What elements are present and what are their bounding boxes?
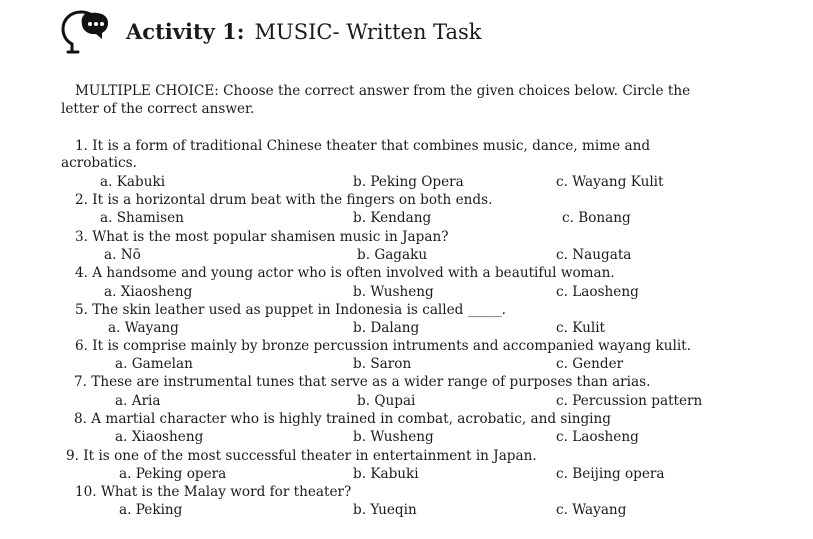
question-8-text: 8. A martial character who is highly trained in combat, acrobatic, and singing (74, 411, 611, 427)
q2-choice-b[interactable]: b. Kendang (353, 210, 432, 226)
question-1-text: 1. It is a form of traditional Chinese theater that combines music, dance, mime and (75, 138, 651, 154)
question-5-text: 5. The skin leather used as puppet in Indonesia is called _____. (75, 302, 506, 318)
q5-choice-a[interactable]: a. Wayang (108, 320, 179, 336)
q9-choice-c[interactable]: c. Beijing opera (556, 466, 665, 482)
question-10-text: 10. What is the Malay word for theater? (75, 484, 352, 500)
q6-choice-a[interactable]: a. Gamelan (115, 356, 193, 372)
q4-choice-b[interactable]: b. Wusheng (353, 284, 434, 300)
q10-choice-a[interactable]: a. Peking (119, 502, 183, 518)
q10-choice-b[interactable]: b. Yueqin (353, 502, 417, 518)
q2-choice-c[interactable]: c. Bonang (562, 210, 631, 226)
q10-choice-c[interactable]: c. Wayang (556, 502, 627, 518)
q9-choice-b[interactable]: b. Kabuki (353, 466, 419, 482)
question-3-text: 3. What is the most popular shamisen music in Japan? (75, 229, 449, 245)
question-2-text: 2. It is a horizontal drum beat with the fingers on both ends. (75, 192, 493, 208)
q3-choice-c[interactable]: c. Naugata (556, 247, 632, 263)
q6-choice-b[interactable]: b. Saron (353, 356, 412, 372)
q1-choice-a[interactable]: a. Kabuki (100, 174, 166, 190)
q5-choice-c[interactable]: c. Kulit (556, 320, 606, 336)
q3-choice-a[interactable]: a. Nō (104, 247, 141, 263)
page-title (126, 18, 482, 46)
q1-choice-b[interactable]: b. Peking Opera (353, 174, 464, 190)
q5-choice-b[interactable]: b. Dalang (353, 320, 420, 336)
q4-choice-c[interactable]: c. Laosheng (556, 284, 639, 300)
question-7-text: 7. These are instrumental tunes that serve as a wider range of purposes than arias. (74, 374, 651, 390)
q9-choice-a[interactable]: a. Peking opera (119, 466, 227, 482)
q7-choice-b[interactable]: b. Qupai (357, 393, 416, 409)
q7-choice-c[interactable]: c. Percussion pattern (556, 393, 703, 409)
question-1-text-cont: acrobatics. (61, 155, 137, 171)
head-speech-bubble-icon (58, 8, 112, 58)
subject-label: MUSIC- Written Task (254, 20, 482, 44)
q6-choice-c[interactable]: c. Gender (556, 356, 624, 372)
activity-label: Activity 1: (126, 19, 245, 44)
instructions-line-1: MULTIPLE CHOICE: Choose the correct answer from the given choices below. Circle the (75, 83, 691, 99)
q8-choice-b[interactable]: b. Wusheng (353, 429, 434, 445)
instructions-line-2: letter of the correct answer. (61, 101, 255, 117)
question-4-text: 4. A handsome and young actor who is often involved with a beautiful woman. (75, 265, 615, 281)
q4-choice-a[interactable]: a. Xiaosheng (104, 284, 193, 300)
question-6-text: 6. It is comprise mainly by bronze percussion intruments and accompanied wayang kulit. (75, 338, 691, 354)
question-9-text: 9. It is one of the most successful theater in entertainment in Japan. (66, 448, 537, 464)
q7-choice-a[interactable]: a. Aria (115, 393, 161, 409)
q8-choice-a[interactable]: a. Xiaosheng (115, 429, 204, 445)
q8-choice-c[interactable]: c. Laosheng (556, 429, 639, 445)
q2-choice-a[interactable]: a. Shamisen (100, 210, 184, 226)
q3-choice-b[interactable]: b. Gagaku (357, 247, 428, 263)
q1-choice-c[interactable]: c. Wayang Kulit (556, 174, 664, 190)
